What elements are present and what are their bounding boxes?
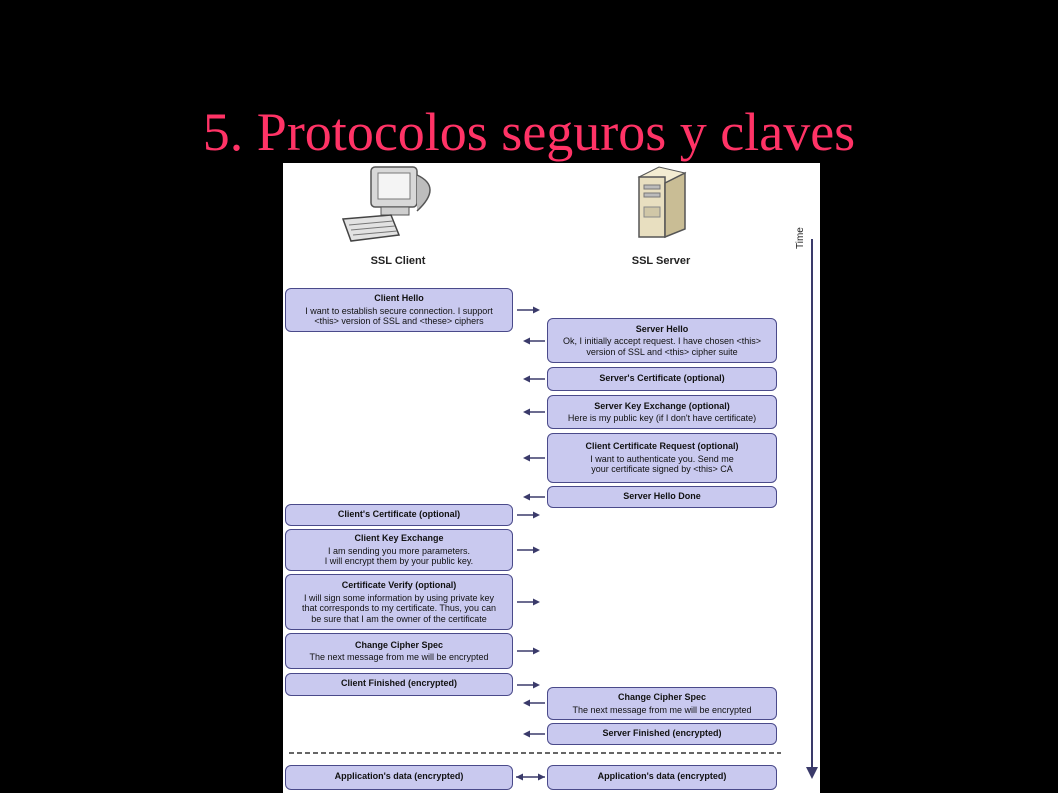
- msg-body: Here is my public key (if I don't have certificate): [567, 413, 757, 423]
- arrow-head: [523, 455, 530, 462]
- msg-title: Client Certificate Request (optional): [585, 441, 739, 452]
- computer-icon: [343, 167, 430, 241]
- msg-body: I am sending you more parameters. I will encrypt them by your public key.: [324, 545, 474, 567]
- msg-server-certificate: [547, 367, 777, 391]
- arrow-head: [538, 774, 545, 781]
- msg-title: Application's data (encrypted): [597, 771, 727, 782]
- msg-body: The next message from me will be encrypted: [309, 652, 489, 662]
- msg-server-application-data: [547, 765, 777, 790]
- arrow-head: [533, 547, 540, 554]
- arrow-head: [523, 731, 530, 738]
- msg-client-change-cipher-spec: [285, 633, 513, 669]
- msg-client-finished: [285, 673, 513, 696]
- arrow-head: [516, 774, 523, 781]
- msg-server-key-exchange: [547, 395, 777, 429]
- client-label: SSL Client: [370, 255, 426, 267]
- msg-server-hello: [547, 318, 777, 363]
- msg-title: Client Finished (encrypted): [340, 678, 457, 689]
- arrow-head: [523, 376, 530, 383]
- msg-title: Server Hello: [635, 323, 689, 334]
- msg-body: The next message from me will be encrypted: [572, 704, 752, 715]
- msg-title: Application's data (encrypted): [334, 771, 464, 782]
- message-arrows: [516, 307, 545, 781]
- ssl-handshake-diagram: [283, 163, 820, 793]
- server-label: SSL Server: [631, 255, 691, 267]
- msg-title: Client Key Exchange: [354, 533, 444, 544]
- arrow-head: [533, 648, 540, 655]
- arrow-head: [533, 512, 540, 519]
- arrow-head: [523, 494, 530, 501]
- msg-body: I want to authenticate you. Send me your certificate signed by <this> CA: [590, 453, 734, 475]
- msg-client-certificate-request: [547, 433, 777, 483]
- msg-title: Client's Certificate (optional): [337, 508, 461, 519]
- time-label: Time: [795, 227, 806, 249]
- arrow-head: [533, 682, 540, 689]
- msg-body: I will sign some information by using private key that corresponds to my certificate. Thus, you can be sure that I am the owner of the certificate: [302, 592, 496, 624]
- msg-server-hello-done: [547, 486, 777, 508]
- msg-body: I want to establish secure connection. I support <this> version of SSL and <these> ciphers: [305, 305, 493, 327]
- msg-title: Certificate Verify (optional): [341, 580, 457, 590]
- arrow-head: [523, 338, 530, 345]
- msg-client-hello: [285, 288, 513, 332]
- server-icon: [639, 167, 685, 237]
- msg-client-key-exchange: [285, 529, 513, 571]
- msg-client-certificate: [285, 504, 513, 526]
- msg-certificate-verify: [285, 574, 513, 630]
- arrow-head: [523, 409, 530, 416]
- msg-server-change-cipher-spec: [547, 687, 777, 720]
- arrow-head: [523, 700, 530, 707]
- msg-server-finished: [547, 723, 777, 745]
- arrow-head: [533, 599, 540, 606]
- msg-title: Change Cipher Spec: [354, 639, 444, 650]
- slide-title: 5. Protocolos seguros y claves: [202, 102, 856, 162]
- msg-title: Client Hello: [374, 293, 424, 304]
- msg-title: Server Finished (encrypted): [602, 727, 722, 738]
- msg-client-application-data: [285, 765, 513, 790]
- msg-title: Server's Certificate (optional): [599, 372, 725, 383]
- msg-title: Server Hello Done: [623, 490, 701, 501]
- arrow-head: [533, 307, 540, 314]
- msg-title: Server Key Exchange (optional): [594, 400, 730, 411]
- msg-title: Change Cipher Spec: [617, 692, 707, 702]
- msg-body: Ok, I initially accept request. I have chosen <this> version of SSL and <this> cipher suite: [562, 336, 762, 357]
